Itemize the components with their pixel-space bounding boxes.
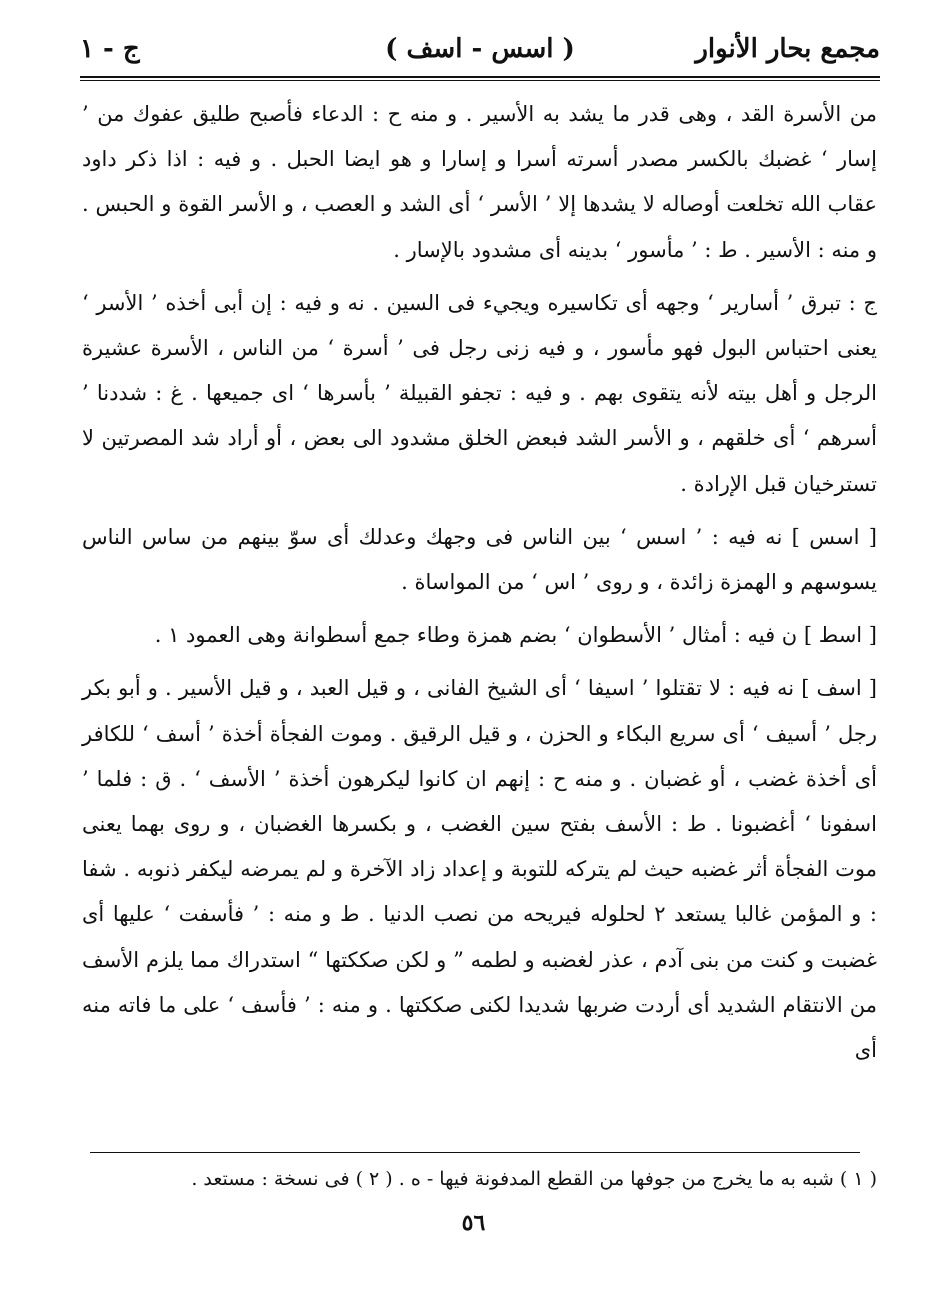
paragraph-asr: من الأسرة القد ، وهى قدر ما يشد به الأسير . و منه ح : الدعاء فأصبح طليق عفوك من ’ إسار ‘ غضبك بالكسر مصدر أسرته أسرا و إسارا و هو ايضا الحبل . و فيه : اذا ذكر داود عقاب الله تخلعت أوصاله لا يشدها إلا ’ الأسر ‘ أى الشد و العصب ، و الأسر القوة و الحبس . و منه : الأسير . ط : ’ مأسور ‘ بدينه أى مشدود بالإسار . <box>82 102 877 262</box>
entry-asf: [ اسف ] نه فيه : لا تقتلوا ’ اسيفا ‘ أى الشيخ الفانى ، و قيل العبد ، و قيل الأسير . و أبو بكر رجل ’ أسيف ‘ أى سريع البكاء و الحزن ، و قيل الرقيق . وموت الفجأة أخذة ’ أسف ‘ للكافر أى أخذة غضب ، أو غضبان . و منه ح : إنهم ان كانوا ليكرهون أخذة ’ الأسف ‘ . ق : فلما ’ اسفونا ‘ أغضبونا . ط : الأسف بفتح سين الغضب ، و بكسرها الغضبان ، و روى بهما يعنى موت الفجأة أثر غضبه حيث لم يتركه للتوبة و إعداد زاد الآخرة و لم يمرضه ليكفر ذنوبه . شفا : و المؤمن غالبا يستعد ٢ لحلوله فيريحه من نصب الدنيا . ط و منه : ’ فأسفت ‘ عليها أى غضبت و كنت من بنى آدم ، عذر لغضبه و لطمه ” و لكن صككتها “ استدراك مما يلزم الأسف من الانتقام الشديد أى أردت ضربها شديدا لكنى صككتها . و منه : ’ فأسف ‘ على ما فاته منه أى <box>82 676 877 1063</box>
header-rule <box>80 76 880 78</box>
volume-label: ج - ١ <box>80 34 140 64</box>
footnote-rule <box>90 1152 860 1153</box>
main-text <box>82 92 877 1073</box>
footnotes: ( ١ ) شبه به ما يخرج من جوفها من القطع المدفونة فيها - ه . ( ٢ ) فى نسخة : مستعد . <box>191 1168 877 1190</box>
entry-ass: [ اسس ] نه فيه : ’ اسس ‘ بين الناس فى وجهك وعدلك أى سوّ بينهم من ساس الناس يسوسهم و الهمزة زائدة ، و روى ’ اس ‘ من المواساة . <box>82 524 877 595</box>
entry-ast: [ اسط ] ن فيه : أمثال ’ الأسطوان ‘ بضم همزة وطاء جمع أسطوانة وهى العمود ١ . <box>154 623 877 648</box>
book-title: مجمع بحار الأنوار <box>695 34 880 64</box>
paragraph-asarir: ج : تبرق ’ أسارير ‘ وجهه أى تكاسيره ويجيء فى السين . نه و فيه : إن أبى أخذه ’ الأسر ‘ يعنى احتباس البول فهو مأسور ، و فيه زنى رجل فى ’ أسرة ‘ من الناس ، الأسرة عشيرة الرجل و أهل بيته لأنه يتقوى بهم . و فيه : تجفو القبيلة ’ بأسرها ‘ اى جميعها . غ : شددنا ’ أسرهم ‘ أى خلقهم ، و الأسر الشد فبعض الخلق مشدود الى بعض ، أو أراد شد المصرتين لا تسترخيان قبل الإرادة . <box>82 290 877 496</box>
header-rule-thin <box>80 80 880 81</box>
running-header <box>80 28 880 72</box>
entry-range: ( اسس - اسف ) <box>385 34 575 64</box>
page-number: ٥٦ <box>461 1210 486 1236</box>
